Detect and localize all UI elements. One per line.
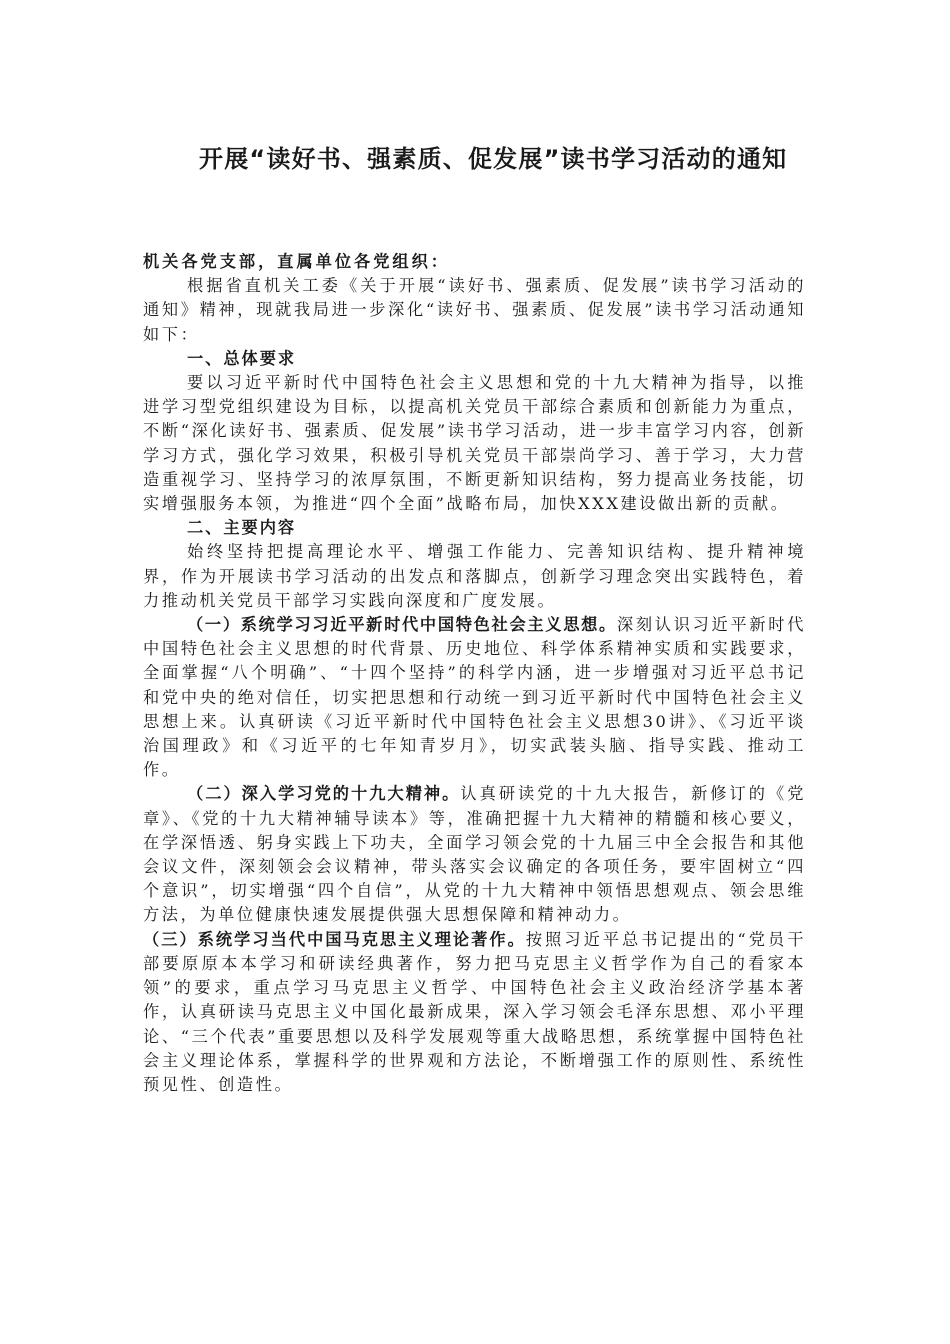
content-item-paragraph — [143, 613, 806, 782]
section-paragraph-main-content: 始终坚持把提高理论水平、增强工作能力、完善知识结构、提升精神境界，作为开展读书学习活动的出发点和落脚点，创新学习理念突出实践特色，着力推动机关党员干部学习实践向深度和广度发展。 — [143, 542, 806, 610]
content-item-lead: （一）系统学习习近平新时代中国特色社会主义思想。 — [187, 615, 617, 635]
content-item-text: 按照习近平总书记提出的“党员干部要原原本本学习和研读经典著作，努力把马克思主义哲学作为自己的看家本领”的要求，重点学习马克思主义哲学、中国特色社会主义政治经济学基本著作，认真研读马克思主义中国化最新成果，深入学习领会毛泽东思想、邓小平理论、“三个代表”重要思想以及科学发展观等重大战略思想，系统掌握中国特色社会主义理论体系，掌握科学的世界观和方法论，不断增强工作的原则性、系统性预见性、创造性。 — [143, 929, 806, 1094]
content-item-paragraph — [143, 928, 806, 1097]
content-item-text: 认真研读党的十九大报告，新修订的《党章》、《党的十九大精神辅导读本》等，准确把握十九大精神的精髓和核心要义，在学深悟透、躬身实践上下功夫，全面学习领会党的十九届三中全会报告和其他会议文件，深刻领会会议精神，带头落实会议确定的各项任务，要牢固树立“四个意识”，切实增强“四个自信”，从党的十九大精神中领悟思想观点、领会思维方法，为单位健康快速发展提供强大思想保障和精神动力。 — [143, 784, 806, 925]
content-item-text: 深刻认识习近平新时代中国特色社会主义思想的时代背景、历史地位、科学体系精神实质和实践要求，全面掌握“八个明确”、“十四个坚持”的科学内涵，进一步增强对习近平总书记和党中央的绝对信任，切实把思想和行动统一到习近平新时代中国特色社会主义思想上来。认真研读《习近平新时代中国特色社会主义思想30讲》、《习近平谈治国理政》和《习近平的七年知青岁月》，切实武装头脑、指导实践、推动工作。 — [143, 615, 806, 780]
section-paragraph-general-requirements: 要以习近平新时代中国特色社会主义思想和党的十九大精神为指导，以推进学习型党组织建设为目标，以提高机关党员干部综合素质和创新能力为重点，不断“深化读好书、强素质、促发展”读书学习活动，进一步丰富学习内容，创新学习方式，强化学习效果，积极引导机关党员干部崇尚学习、善于学习，大力营造重视学习、坚持学习的浓厚氛围，不断更新知识结构，努力提高业务技能，切实增强服务本领，为推进“四个全面”战略布局，加快XXX建设做出新的贡献。 — [143, 373, 806, 514]
section-heading-general-requirements: 一、总体要求 — [187, 348, 297, 368]
content-item-paragraph — [143, 782, 806, 927]
document-title: 开展“读好书、强素质、促发展”读书学习活动的通知 — [199, 145, 788, 173]
document-page — [143, 0, 806, 1344]
salutation: 机关各党支部，直属单位各党组织： — [143, 252, 450, 271]
section-heading-main-content: 二、主要内容 — [187, 518, 297, 538]
document-body — [143, 250, 806, 1097]
intro-paragraph: 根据省直机关工委《关于开展“读好书、强素质、促发展”读书学习活动的通知》精神，现就我局进一步深化“读好书、强素质、促发展”读书学习活动通知如下： — [143, 276, 806, 344]
content-item-lead: （三）系统学习当代中国马克思主义理论著作。 — [143, 929, 526, 949]
content-item-lead: （二）深入学习党的十九大精神。 — [187, 784, 461, 804]
